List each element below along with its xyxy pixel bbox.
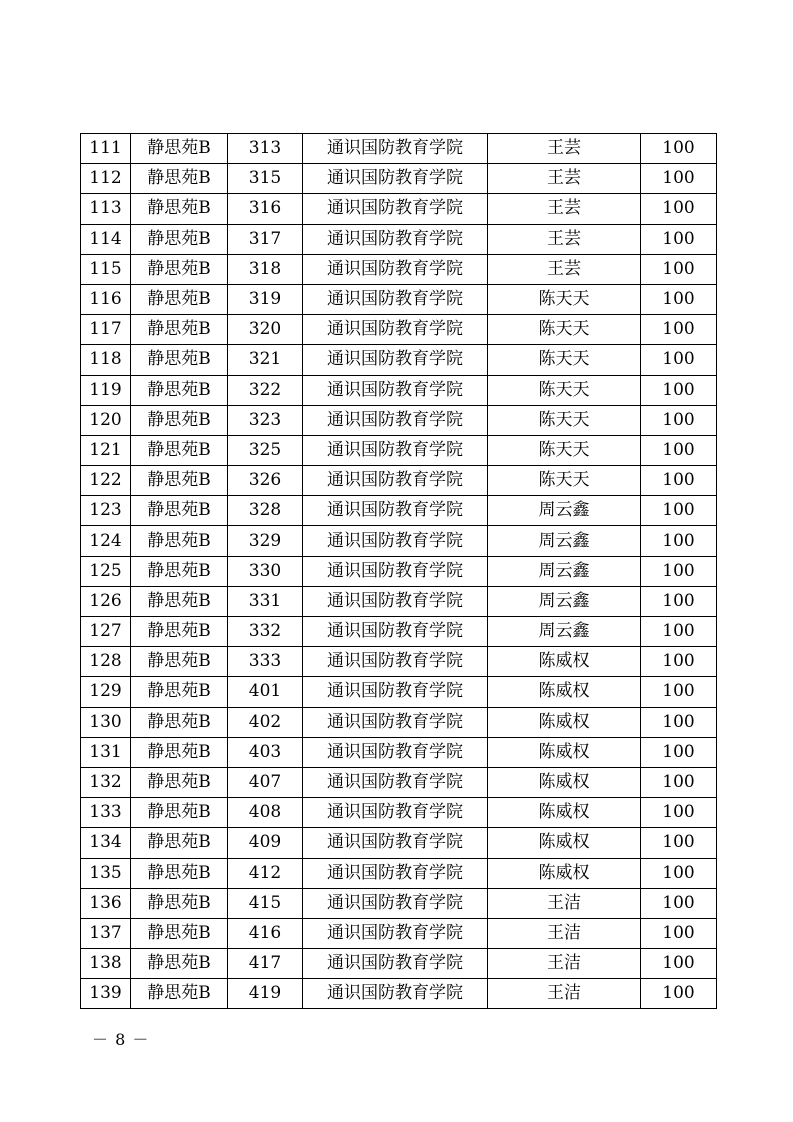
score-cell: 100	[641, 164, 717, 194]
building-cell: 静思苑B	[131, 979, 228, 1009]
row-number-cell: 117	[81, 315, 131, 345]
row-number-cell: 115	[81, 254, 131, 284]
college-cell: 通识国防教育学院	[303, 224, 488, 254]
college-cell: 通识国防教育学院	[303, 707, 488, 737]
table-row	[81, 224, 717, 254]
college-cell: 通识国防教育学院	[303, 828, 488, 858]
building-cell: 静思苑B	[131, 345, 228, 375]
score-cell: 100	[641, 707, 717, 737]
room-number-cell: 402	[228, 707, 303, 737]
person-in-charge-cell: 王芸	[488, 194, 641, 224]
score-cell: 100	[641, 345, 717, 375]
person-in-charge-cell: 陈天天	[488, 345, 641, 375]
table-row	[81, 284, 717, 314]
row-number-cell: 118	[81, 345, 131, 375]
row-number-cell: 128	[81, 647, 131, 677]
dormitory-score-table	[80, 133, 717, 1009]
room-number-cell: 328	[228, 496, 303, 526]
room-number-cell: 322	[228, 375, 303, 405]
table-row	[81, 798, 717, 828]
table-row	[81, 828, 717, 858]
person-in-charge-cell: 陈威权	[488, 828, 641, 858]
room-number-cell: 325	[228, 435, 303, 465]
score-cell: 100	[641, 526, 717, 556]
score-cell: 100	[641, 435, 717, 465]
table-row	[81, 194, 717, 224]
row-number-cell: 122	[81, 466, 131, 496]
building-cell: 静思苑B	[131, 466, 228, 496]
score-cell: 100	[641, 767, 717, 797]
table-row	[81, 134, 717, 164]
college-cell: 通识国防教育学院	[303, 194, 488, 224]
building-cell: 静思苑B	[131, 254, 228, 284]
person-in-charge-cell: 王芸	[488, 164, 641, 194]
score-cell: 100	[641, 677, 717, 707]
row-number-cell: 137	[81, 918, 131, 948]
table-row	[81, 979, 717, 1009]
score-cell: 100	[641, 194, 717, 224]
room-number-cell: 408	[228, 798, 303, 828]
person-in-charge-cell: 王芸	[488, 254, 641, 284]
building-cell: 静思苑B	[131, 375, 228, 405]
row-number-cell: 113	[81, 194, 131, 224]
college-cell: 通识国防教育学院	[303, 375, 488, 405]
row-number-cell: 130	[81, 707, 131, 737]
college-cell: 通识国防教育学院	[303, 435, 488, 465]
building-cell: 静思苑B	[131, 435, 228, 465]
building-cell: 静思苑B	[131, 315, 228, 345]
score-cell: 100	[641, 586, 717, 616]
room-number-cell: 417	[228, 949, 303, 979]
score-cell: 100	[641, 134, 717, 164]
row-number-cell: 133	[81, 798, 131, 828]
row-number-cell: 129	[81, 677, 131, 707]
person-in-charge-cell: 陈威权	[488, 737, 641, 767]
person-in-charge-cell: 周云鑫	[488, 617, 641, 647]
building-cell: 静思苑B	[131, 617, 228, 647]
college-cell: 通识国防教育学院	[303, 466, 488, 496]
table-row	[81, 767, 717, 797]
building-cell: 静思苑B	[131, 798, 228, 828]
college-cell: 通识国防教育学院	[303, 677, 488, 707]
person-in-charge-cell: 王洁	[488, 888, 641, 918]
building-cell: 静思苑B	[131, 224, 228, 254]
row-number-cell: 131	[81, 737, 131, 767]
room-number-cell: 326	[228, 466, 303, 496]
room-number-cell: 415	[228, 888, 303, 918]
person-in-charge-cell: 王芸	[488, 224, 641, 254]
row-number-cell: 111	[81, 134, 131, 164]
person-in-charge-cell: 陈威权	[488, 798, 641, 828]
row-number-cell: 135	[81, 858, 131, 888]
person-in-charge-cell: 陈威权	[488, 707, 641, 737]
room-number-cell: 320	[228, 315, 303, 345]
college-cell: 通识国防教育学院	[303, 526, 488, 556]
row-number-cell: 114	[81, 224, 131, 254]
person-in-charge-cell: 王洁	[488, 918, 641, 948]
person-in-charge-cell: 陈威权	[488, 647, 641, 677]
room-number-cell: 409	[228, 828, 303, 858]
person-in-charge-cell: 陈天天	[488, 435, 641, 465]
score-cell: 100	[641, 737, 717, 767]
room-number-cell: 329	[228, 526, 303, 556]
room-number-cell: 419	[228, 979, 303, 1009]
building-cell: 静思苑B	[131, 888, 228, 918]
row-number-cell: 123	[81, 496, 131, 526]
row-number-cell: 138	[81, 949, 131, 979]
person-in-charge-cell: 陈天天	[488, 284, 641, 314]
person-in-charge-cell: 王芸	[488, 134, 641, 164]
score-cell: 100	[641, 375, 717, 405]
person-in-charge-cell: 陈天天	[488, 466, 641, 496]
person-in-charge-cell: 陈威权	[488, 677, 641, 707]
room-number-cell: 416	[228, 918, 303, 948]
person-in-charge-cell: 周云鑫	[488, 586, 641, 616]
college-cell: 通识国防教育学院	[303, 586, 488, 616]
college-cell: 通识国防教育学院	[303, 496, 488, 526]
table-row	[81, 647, 717, 677]
building-cell: 静思苑B	[131, 586, 228, 616]
row-number-cell: 126	[81, 586, 131, 616]
building-cell: 静思苑B	[131, 284, 228, 314]
row-number-cell: 120	[81, 405, 131, 435]
score-cell: 100	[641, 858, 717, 888]
person-in-charge-cell: 周云鑫	[488, 496, 641, 526]
college-cell: 通识国防教育学院	[303, 315, 488, 345]
college-cell: 通识国防教育学院	[303, 284, 488, 314]
college-cell: 通识国防教育学院	[303, 737, 488, 767]
table-row	[81, 164, 717, 194]
table-row	[81, 345, 717, 375]
building-cell: 静思苑B	[131, 828, 228, 858]
score-cell: 100	[641, 405, 717, 435]
table-row	[81, 315, 717, 345]
score-cell: 100	[641, 798, 717, 828]
table-row	[81, 858, 717, 888]
college-cell: 通识国防教育学院	[303, 405, 488, 435]
table-row	[81, 707, 717, 737]
row-number-cell: 139	[81, 979, 131, 1009]
score-cell: 100	[641, 949, 717, 979]
room-number-cell: 323	[228, 405, 303, 435]
row-number-cell: 116	[81, 284, 131, 314]
person-in-charge-cell: 陈天天	[488, 405, 641, 435]
table-row	[81, 737, 717, 767]
building-cell: 静思苑B	[131, 134, 228, 164]
person-in-charge-cell: 周云鑫	[488, 526, 641, 556]
college-cell: 通识国防教育学院	[303, 949, 488, 979]
table-row	[81, 375, 717, 405]
room-number-cell: 330	[228, 556, 303, 586]
score-cell: 100	[641, 979, 717, 1009]
row-number-cell: 119	[81, 375, 131, 405]
score-cell: 100	[641, 888, 717, 918]
college-cell: 通识国防教育学院	[303, 134, 488, 164]
building-cell: 静思苑B	[131, 647, 228, 677]
room-number-cell: 317	[228, 224, 303, 254]
college-cell: 通识国防教育学院	[303, 858, 488, 888]
table-body	[81, 134, 717, 1009]
row-number-cell: 136	[81, 888, 131, 918]
table-row	[81, 677, 717, 707]
score-cell: 100	[641, 284, 717, 314]
score-cell: 100	[641, 224, 717, 254]
room-number-cell: 403	[228, 737, 303, 767]
score-cell: 100	[641, 315, 717, 345]
score-cell: 100	[641, 496, 717, 526]
table-row	[81, 435, 717, 465]
college-cell: 通识国防教育学院	[303, 798, 488, 828]
person-in-charge-cell: 陈威权	[488, 767, 641, 797]
room-number-cell: 331	[228, 586, 303, 616]
person-in-charge-cell: 陈天天	[488, 375, 641, 405]
row-number-cell: 134	[81, 828, 131, 858]
building-cell: 静思苑B	[131, 858, 228, 888]
room-number-cell: 333	[228, 647, 303, 677]
table-row	[81, 556, 717, 586]
college-cell: 通识国防教育学院	[303, 164, 488, 194]
room-number-cell: 332	[228, 617, 303, 647]
building-cell: 静思苑B	[131, 526, 228, 556]
person-in-charge-cell: 陈威权	[488, 858, 641, 888]
college-cell: 通识国防教育学院	[303, 979, 488, 1009]
score-cell: 100	[641, 617, 717, 647]
table-row	[81, 254, 717, 284]
building-cell: 静思苑B	[131, 707, 228, 737]
person-in-charge-cell: 周云鑫	[488, 556, 641, 586]
college-cell: 通识国防教育学院	[303, 918, 488, 948]
row-number-cell: 132	[81, 767, 131, 797]
table-row	[81, 949, 717, 979]
score-cell: 100	[641, 647, 717, 677]
table-row	[81, 586, 717, 616]
building-cell: 静思苑B	[131, 194, 228, 224]
building-cell: 静思苑B	[131, 677, 228, 707]
row-number-cell: 127	[81, 617, 131, 647]
score-cell: 100	[641, 556, 717, 586]
building-cell: 静思苑B	[131, 405, 228, 435]
row-number-cell: 121	[81, 435, 131, 465]
room-number-cell: 319	[228, 284, 303, 314]
table-row	[81, 526, 717, 556]
building-cell: 静思苑B	[131, 949, 228, 979]
college-cell: 通识国防教育学院	[303, 888, 488, 918]
college-cell: 通识国防教育学院	[303, 345, 488, 375]
score-cell: 100	[641, 254, 717, 284]
room-number-cell: 401	[228, 677, 303, 707]
score-cell: 100	[641, 466, 717, 496]
table-row	[81, 466, 717, 496]
score-cell: 100	[641, 918, 717, 948]
building-cell: 静思苑B	[131, 164, 228, 194]
row-number-cell: 124	[81, 526, 131, 556]
building-cell: 静思苑B	[131, 918, 228, 948]
table-row	[81, 617, 717, 647]
table-row	[81, 918, 717, 948]
table-row	[81, 888, 717, 918]
row-number-cell: 112	[81, 164, 131, 194]
room-number-cell: 315	[228, 164, 303, 194]
college-cell: 通识国防教育学院	[303, 647, 488, 677]
college-cell: 通识国防教育学院	[303, 556, 488, 586]
building-cell: 静思苑B	[131, 496, 228, 526]
score-cell: 100	[641, 828, 717, 858]
table-row	[81, 496, 717, 526]
person-in-charge-cell: 陈天天	[488, 315, 641, 345]
college-cell: 通识国防教育学院	[303, 617, 488, 647]
building-cell: 静思苑B	[131, 556, 228, 586]
room-number-cell: 316	[228, 194, 303, 224]
table-row	[81, 405, 717, 435]
page-number: － 8 －	[92, 1030, 150, 1049]
room-number-cell: 321	[228, 345, 303, 375]
person-in-charge-cell: 王洁	[488, 979, 641, 1009]
room-number-cell: 318	[228, 254, 303, 284]
college-cell: 通识国防教育学院	[303, 254, 488, 284]
row-number-cell: 125	[81, 556, 131, 586]
room-number-cell: 407	[228, 767, 303, 797]
room-number-cell: 412	[228, 858, 303, 888]
room-number-cell: 313	[228, 134, 303, 164]
college-cell: 通识国防教育学院	[303, 767, 488, 797]
building-cell: 静思苑B	[131, 737, 228, 767]
building-cell: 静思苑B	[131, 767, 228, 797]
person-in-charge-cell: 王洁	[488, 949, 641, 979]
